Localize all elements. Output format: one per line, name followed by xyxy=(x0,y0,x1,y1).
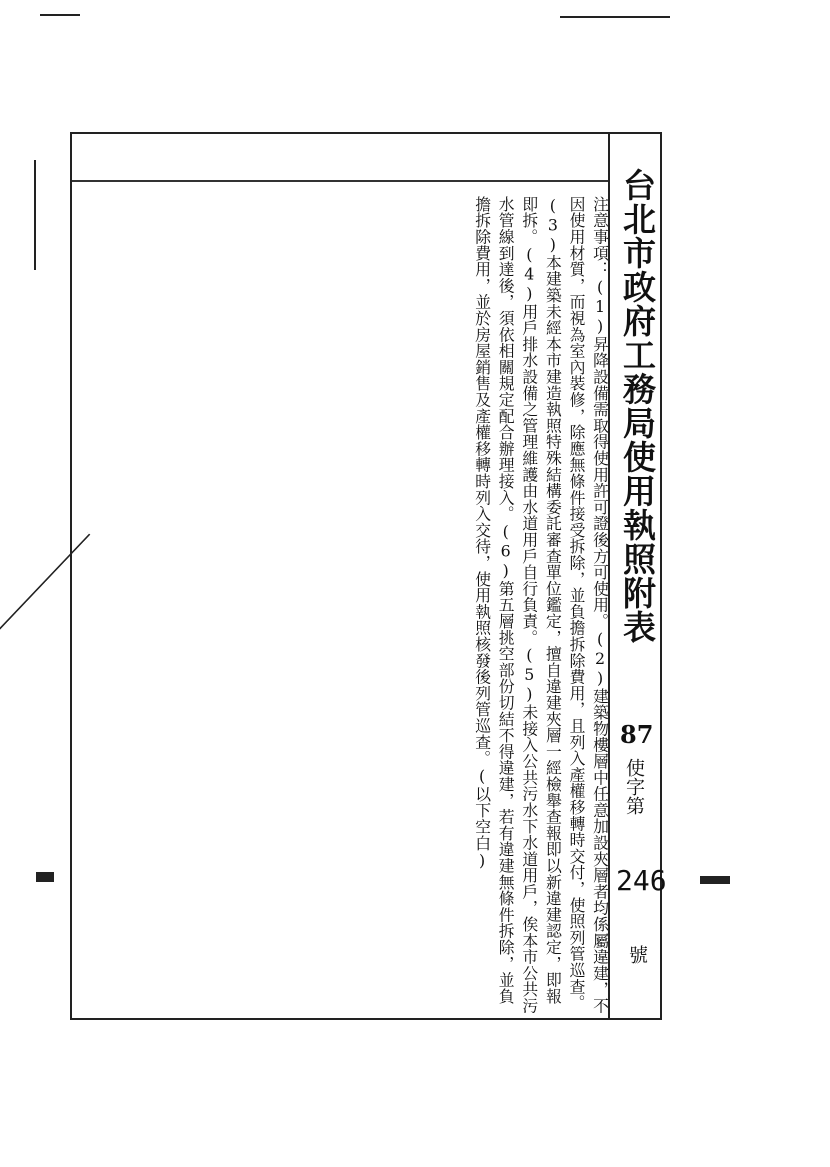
license-prefix-label: 使字第 xyxy=(623,758,645,815)
top-band-line xyxy=(72,180,608,182)
license-suffix-label: 號 xyxy=(626,945,648,964)
notes-section xyxy=(470,196,612,1016)
scan-artifact xyxy=(34,160,36,270)
scan-artifact xyxy=(36,872,54,882)
scan-artifact xyxy=(40,14,80,16)
notes-heading: 注意事項： xyxy=(590,196,610,278)
scan-artifact xyxy=(700,876,730,884)
license-number: 246 xyxy=(616,864,667,897)
license-year: 87 xyxy=(620,720,654,749)
document-title: 台北市政府工務局使用執照附表 xyxy=(618,168,657,644)
scan-artifact xyxy=(560,16,670,18)
notes-body: (1)昇降設備需取得使用許可證後方可使用。(2)建築物樓層中任意加設夾層者均係屬違建，不因使用材質，而視為室內裝修，除應無條件接受拆除，並負擔拆除費用，且列入產權移轉時交付，使照列管巡查。(3)本建築未經本市建造執照特殊結構委託審查單位鑑定，擅自違建夾層一經檢舉查報即以新違建認定，即報即拆。(4)用戶排水設備之管理維護由水道用戶自行負責。(5)未接入公共污水下水道用戶，俟本市公共污水管線到達後，須依相關規定配合辦理接入。(6)第五層挑空部份切結不得違建，若有違建無條件拆除，並負擔拆除費用，並於房屋銷售及產權移轉時列入交待，使用執照核發後列管巡查。(以下空白) xyxy=(472,196,610,1014)
